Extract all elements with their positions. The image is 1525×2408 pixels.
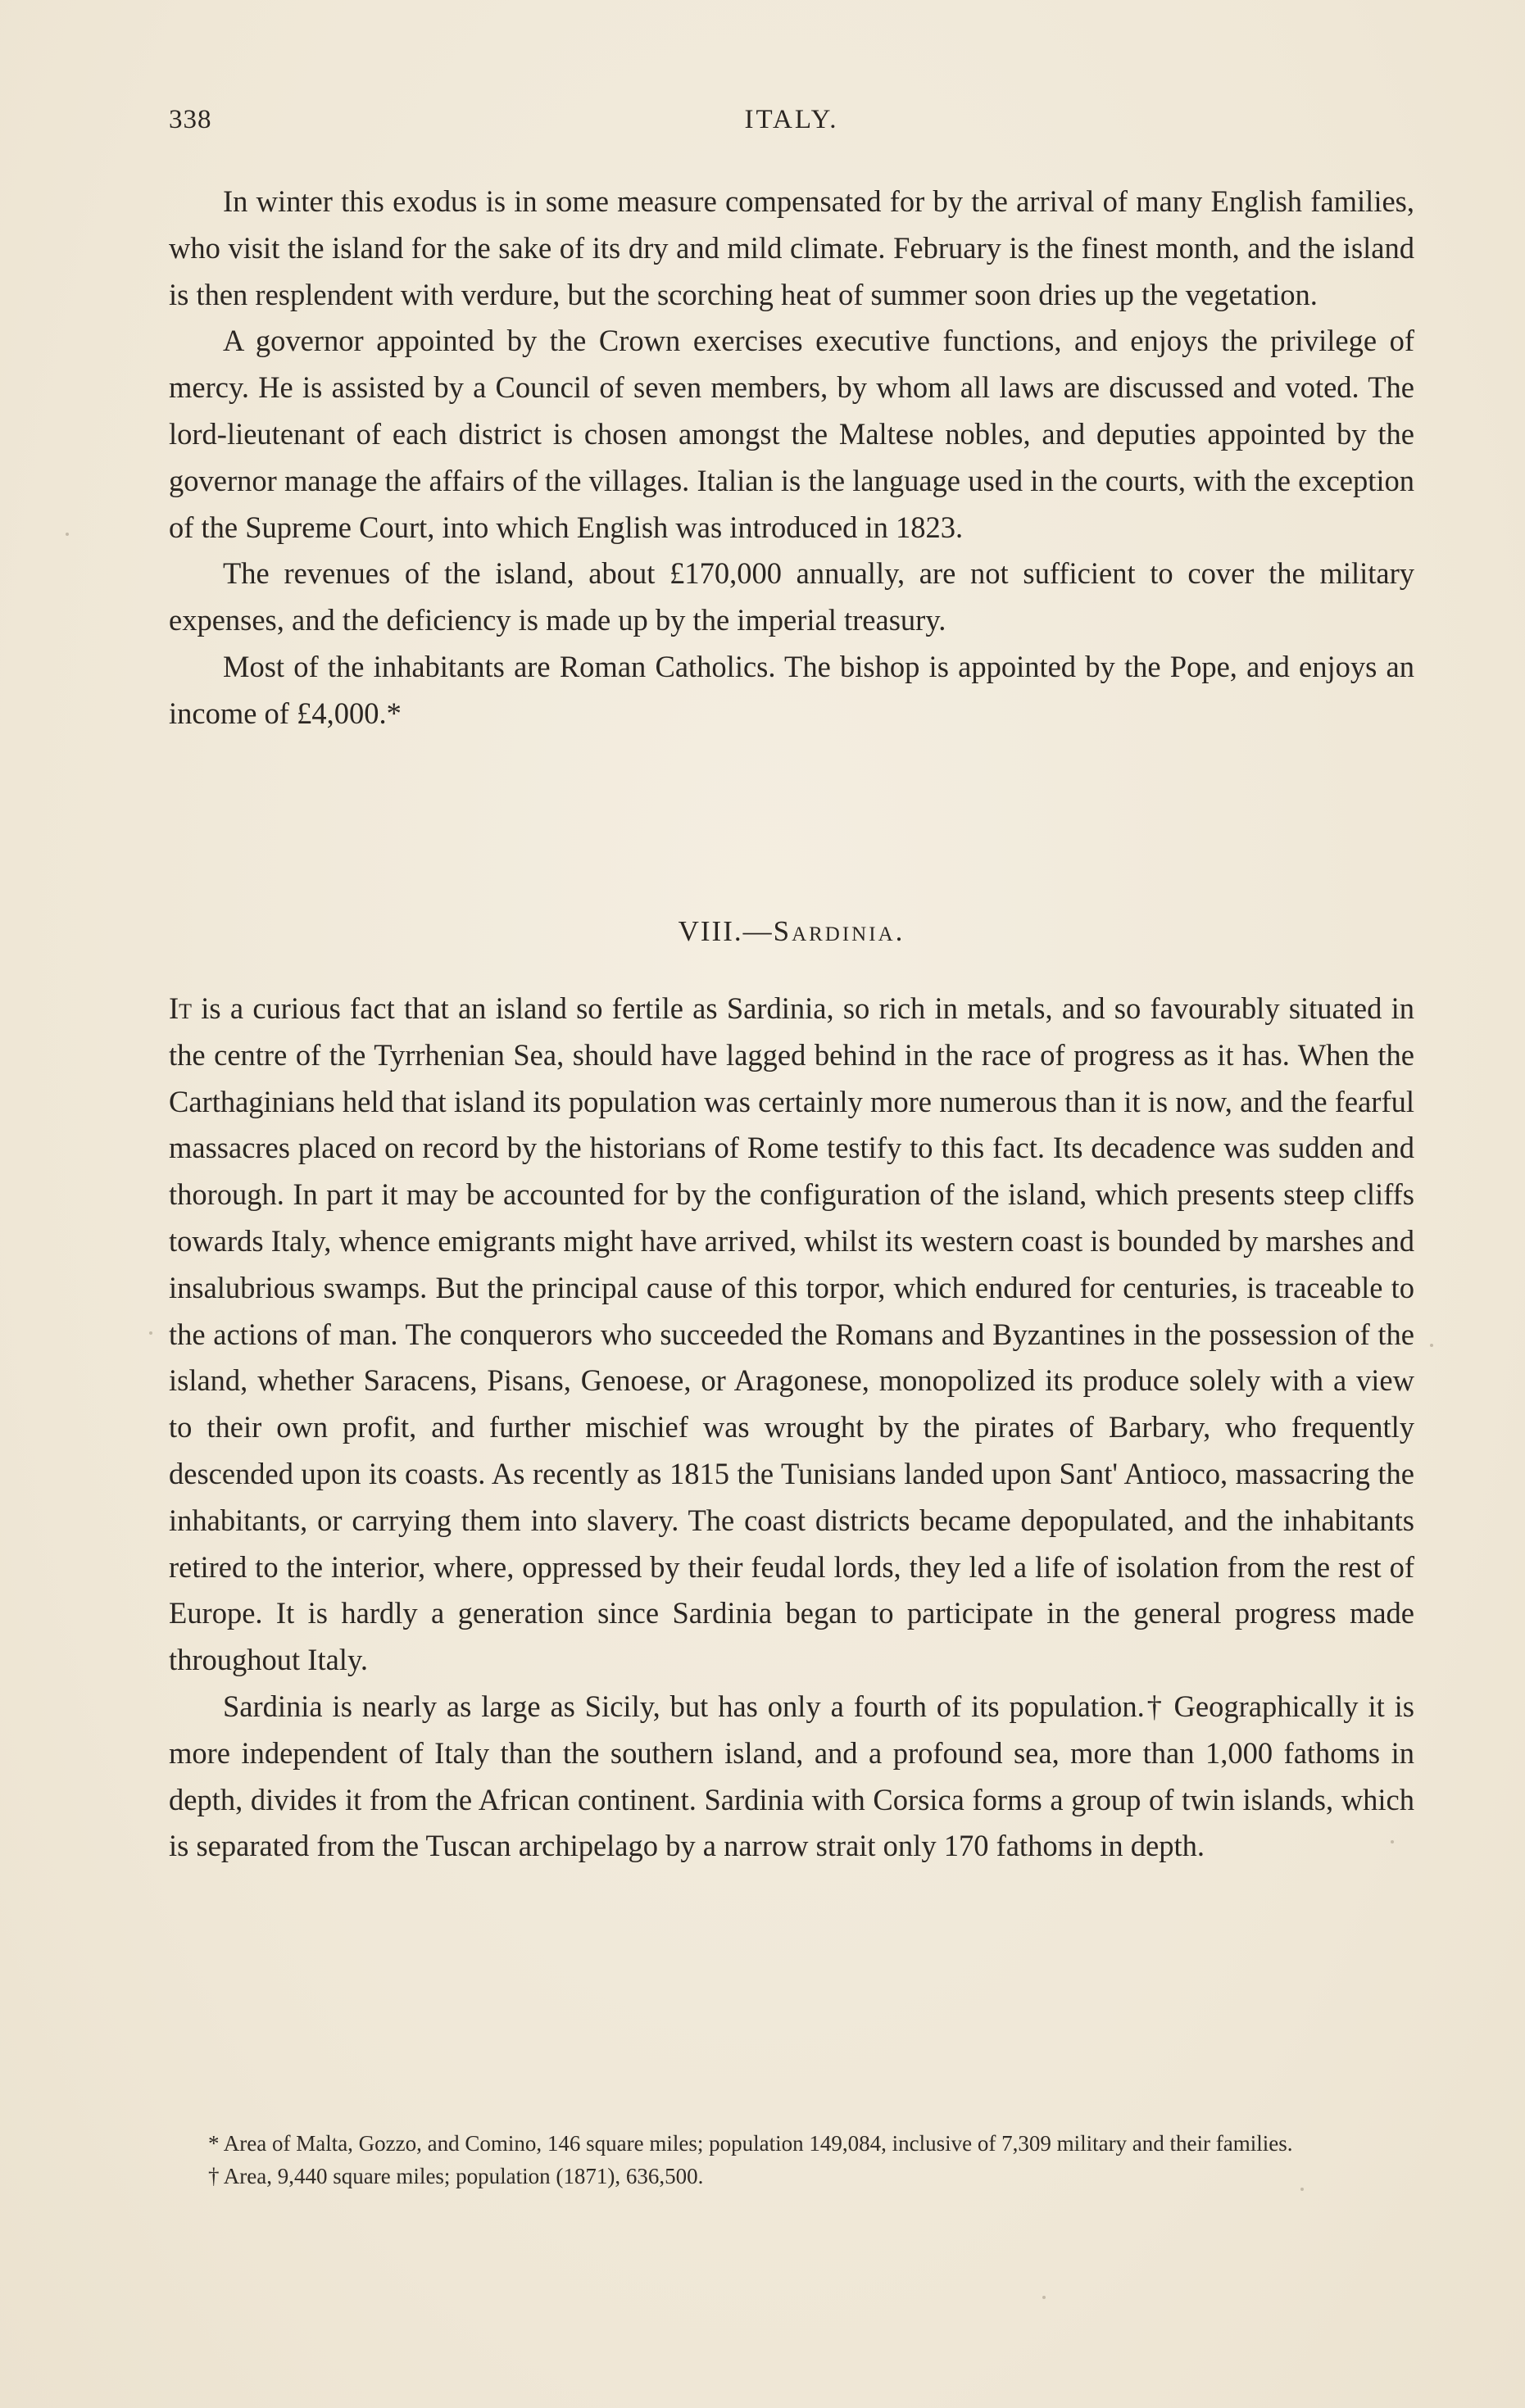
paragraph: A governor appointed by the Crown exercises executive functions, and enjoys the privilege of mercy. He is assisted by a Council of seven members, by whom all laws are discussed and voted. The lord-lieutenant of each district is chosen amongst the Maltese nobles, and deputies appointed by the governor manage the affairs of the villages. Italian is the language used in the courts, with the exception of the Supreme Court, into which English was introduced in 1823. bbox=[169, 324, 1414, 544]
opening-word: It bbox=[169, 991, 193, 1025]
running-title: ITALY. bbox=[744, 105, 839, 134]
paragraph-text: is a curious fact that an island so fertile as Sardinia, so rich in metals, and so favourably situated in the centre of the Tyrrhenian Sea, should have lagged behind in the race of progress as it has. When the Carthaginians held that island its population was certainly more numerous than it is now, and the fearful massacres placed on record by the historians of Rome testify to this fact. Its decadence was sudden and thorough. In part it may be accounted for by the configuration of the island, which presents steep cliffs towards Italy, whence emigrants might have arrived, whilst its western coast is bounded by marshes and insalubrious swamps. But the principal cause of this torpor, which endured for centuries, is traceable to the actions of man. The conquerors who succeeded the Romans and Byzantines in the possession of the island, whether Saracens, Pisans, Genoese, or Aragonese, monopolized its produce solely with a view to their own profit, and further mischief was wrought by the pirates of Barbary, who frequently descended upon its coasts. As recently as 1815 the Tunisians landed upon Sant' Antioco, massacring the inhabitants, or carrying them into slavery. The coast districts became depopulated, and the inhabitants retired to the interior, where, oppressed by their feudal lords, they led a life of isolation from the rest of Europe. It is hardly a generation since Sardinia began to participate in the general progress made throughout Italy. bbox=[169, 991, 1414, 1677]
paragraph bbox=[169, 986, 1414, 1684]
malta-text bbox=[169, 179, 1414, 737]
section-title: Sardinia. bbox=[773, 915, 905, 947]
section-heading bbox=[169, 915, 1414, 948]
sardinia-text bbox=[169, 986, 1414, 1870]
footnote: † Area, 9,440 square miles; population (1871), 636,500. bbox=[208, 2164, 704, 2188]
paper-speck bbox=[66, 533, 69, 536]
paper-speck bbox=[1391, 1840, 1394, 1843]
paragraph: The revenues of the island, about £170,000 annually, are not sufficient to cover the military expenses, and the deficiency is made up by the imperial treasury. bbox=[169, 556, 1414, 637]
paper-speck bbox=[149, 1331, 152, 1335]
footnotes bbox=[169, 2129, 1414, 2194]
section-numeral: VIII.— bbox=[678, 915, 774, 947]
page-number: 338 bbox=[169, 105, 212, 134]
footnote: * Area of Malta, Gozzo, and Comino, 146 square miles; population 149,084, inclusive of 7,309 military and their families. bbox=[208, 2131, 1293, 2156]
paper-speck bbox=[1430, 1344, 1433, 1347]
paper-speck bbox=[1042, 2296, 1046, 2299]
paper-speck bbox=[1300, 2188, 1304, 2191]
paragraph: Most of the inhabitants are Roman Catholics. The bishop is appointed by the Pope, and enjoys an income of £4,000.* bbox=[169, 649, 1414, 730]
paragraph: In winter this exodus is in some measure compensated for by the arrival of many English families, who visit the island for the sake of its dry and mild climate. February is the finest month, and the island is then resplendent with verdure, but the scorching heat of summer soon dries up the vegetation. bbox=[169, 184, 1414, 311]
running-head bbox=[169, 105, 1414, 146]
paragraph: Sardinia is nearly as large as Sicily, but has only a fourth of its population.† Geographically it is more independent of Italy than the southern island, and a profound sea, more than 1,000 fathoms in depth, divides it from the African continent. Sardinia with Corsica forms a group of twin islands, which is separated from the Tuscan archipelago by a narrow strait only 170 fathoms in depth. bbox=[169, 1689, 1414, 1863]
